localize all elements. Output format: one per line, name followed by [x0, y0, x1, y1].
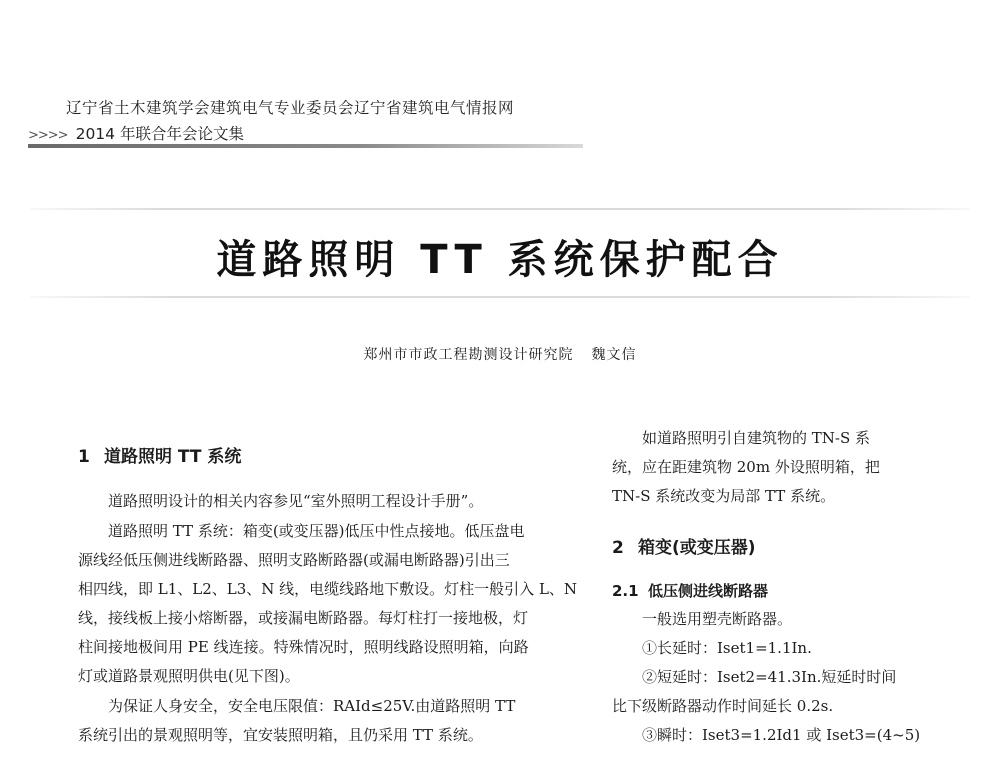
paragraph-2-line: 源线经低压侧进线断路器、照明支路断路器(或漏电断路器)引出三: [78, 551, 510, 569]
left-column: [78, 424, 578, 750]
right-paragraph-1: [612, 424, 912, 511]
paragraph-2-line: 相四线，即 L1、L2、L3、N 线，电缆线路地下敷设。灯柱一般引入 L、N: [78, 580, 578, 598]
right-paragraph-1-line: 如道路照明引自建筑物的 TN-S 系: [642, 429, 871, 447]
section-2-1-number: 2.1: [612, 582, 639, 600]
section-1-number: 1: [78, 447, 90, 467]
paragraph-2: [78, 517, 578, 691]
section-2-1-title: 低压侧进线断路器: [648, 582, 769, 600]
paper-title: 道路照明 TT 系统保护配合: [216, 237, 784, 283]
item-2-line: 比下级断路器动作时间延长 0.2s.: [612, 697, 834, 715]
paragraph-1: 道路照明设计的相关内容参见“室外照明工程设计手册”。: [108, 492, 484, 510]
item-intro: 一般选用塑壳断路器。: [642, 610, 793, 628]
paragraph-3-line: 为保证人身安全，安全电压限值：RAId≤25V.由道路照明 TT: [108, 697, 516, 715]
item-2-line: ②短延时：Iset2=41.3In.短延时时间: [642, 668, 897, 686]
header-organization: 辽宁省土木建筑学会建筑电气专业委员会辽宁省建筑电气情报网: [66, 99, 515, 117]
paragraph-2-line: 柱间接地极间用 PE 线连接。特殊情况时，照明线路设照明箱，向路: [78, 638, 529, 656]
author-affiliation: 郑州市市政工程勘测设计研究院: [363, 347, 574, 363]
author-name: 魏文信: [591, 347, 637, 363]
paragraph-2-line: 灯或道路景观照明供电(见下图)。: [78, 667, 300, 685]
paragraph-2-line: 线，接线板上接小熔断器，或接漏电断路器。每灯柱打一接地极，灯: [78, 609, 529, 627]
right-paragraph-1-line: TN-S 系统改变为局部 TT 系统。: [612, 487, 836, 505]
section-2-heading: [612, 533, 912, 558]
section-2-title: 箱变(或变压器): [638, 538, 756, 558]
paragraph-2-line: 道路照明 TT 系统：箱变(或变压器)低压中性点接地。低压盘电: [108, 522, 525, 540]
right-items: [612, 605, 921, 750]
section-1-title: 道路照明 TT 系统: [104, 447, 242, 467]
title-rule-bottom: [30, 296, 970, 298]
byline: [0, 344, 1000, 364]
title-rule-top: [30, 208, 970, 210]
right-paragraph-1-line: 统，应在距建筑物 20m 外设照明箱，把: [612, 458, 880, 476]
header-rule: [28, 144, 583, 148]
header-arrows-icon: >>>>: [28, 128, 68, 143]
section-2-1-heading: [612, 580, 912, 601]
section-2-number: 2: [612, 538, 624, 558]
paragraph-3: [78, 692, 578, 750]
paragraph-3-line: 系统引出的景观照明等，宜安装照明箱，且仍采用 TT 系统。: [78, 726, 483, 744]
header-proceedings-title: 2014 年联合年会论文集: [75, 125, 244, 143]
header-proceedings-line: [28, 122, 244, 144]
right-column: [612, 424, 921, 750]
item-3: ③瞬时：Iset3=1.2Id1 或 Iset3=(4~5): [642, 726, 921, 744]
item-1: ①长延时：Iset1=1.1In.: [642, 639, 812, 657]
section-1-heading: [78, 442, 578, 467]
